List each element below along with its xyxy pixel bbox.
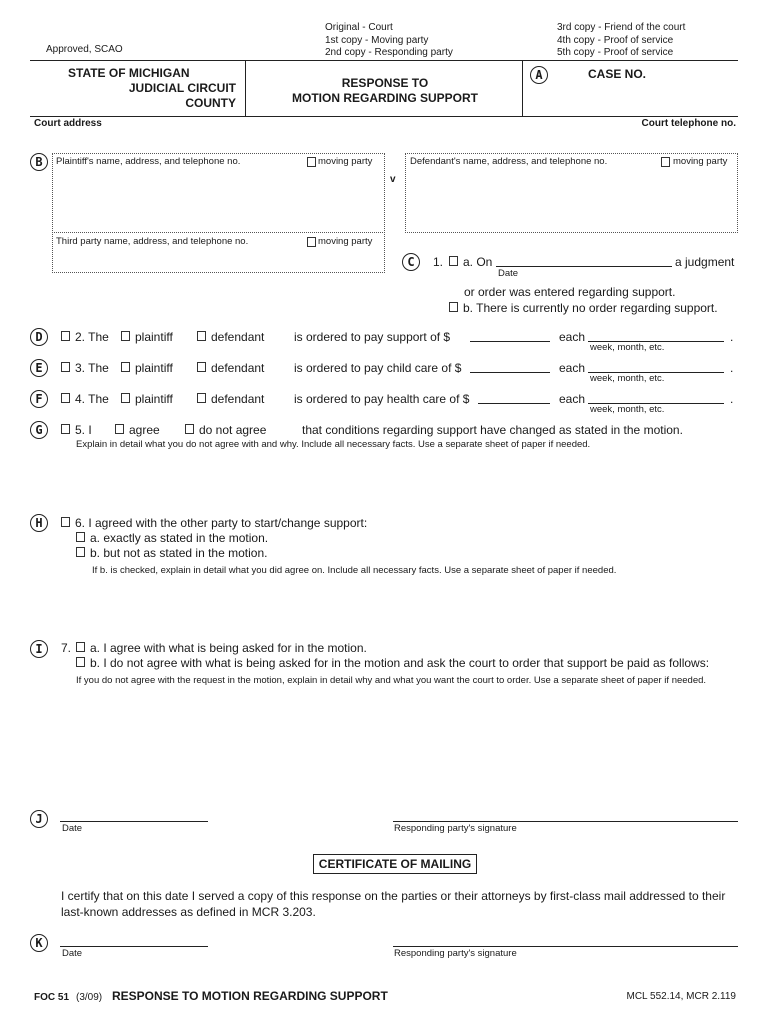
plaintiff-box-top [52,153,385,154]
form-number: FOC 51 [34,992,70,1003]
defendant-box-top [405,153,738,154]
item7-explanation-field[interactable] [60,690,738,800]
copy-distribution-right [557,22,685,60]
item5-checkbox[interactable] [61,424,70,434]
state-label: STATE OF MICHIGAN [68,66,190,80]
section-marker-g: G [30,421,48,439]
court-address-label: Court address [34,118,102,129]
item4-text: is ordered to pay health care of $ [294,392,470,406]
item5-text: that conditions regarding support have changed as stated in the motion. [302,423,683,437]
item6-b-label: b. but not as stated in the motion. [90,546,268,560]
copy-line: 2nd copy - Responding party [325,47,453,58]
defendant-box-left [405,153,406,233]
copy-line: 3rd copy - Friend of the court [557,22,686,33]
copy-distribution-left [325,22,453,60]
item4-plaintiff-checkbox[interactable] [121,393,130,403]
approval-note: Approved, SCAO [46,44,123,55]
each-label: each [559,330,586,344]
third-party-label: Third party name, address, and telephone no. [56,236,249,247]
period-dot: . [730,330,734,344]
footer-title: RESPONSE TO MOTION REGARDING SUPPORT [112,989,388,1003]
item7-b-label: b. I do not agree with what is being asked for in the motion and ask the court to order that support be paid as follows: [90,656,710,670]
copy-line: 5th copy - Proof of service [557,47,674,58]
plaintiff-box-left [52,153,53,273]
court-phone-label: Court telephone no. [641,118,736,129]
child-care-amount-field[interactable] [470,372,550,373]
each-label: each [559,361,586,375]
item7-b-checkbox[interactable] [76,657,85,667]
form-title-line1: RESPONSE TO [341,76,429,90]
item6-checkbox[interactable] [61,517,70,527]
item2-checkbox[interactable] [61,331,70,341]
item7-a-label: a. I agree with what is being asked for in the motion. [90,641,367,655]
copy-line: 4th copy - Proof of service [557,34,674,46]
section-marker-d: D [30,328,48,346]
item6-instructions: If b. is checked, explain in detail what you did agree on. Include all necessary facts. Use a separate sheet of paper if needed. [92,565,617,576]
third-party-info-field[interactable] [56,250,382,270]
item2-text: is ordered to pay support of $ [294,330,451,344]
date-caption: Date [62,948,83,959]
do-not-agree-label: do not agree [199,423,267,437]
item7-instructions: If you do not agree with the request in the motion, explain in detail why and what you want the court to order. Use a separate sheet of paper if needed. [76,675,707,686]
item2-defendant-checkbox[interactable] [197,331,206,341]
item4-label: 4. The [75,392,109,406]
health-care-amount-field[interactable] [478,403,550,404]
section-marker-a: A [530,66,548,84]
item2-plaintiff-checkbox[interactable] [121,331,130,341]
moving-party-label: moving party [673,156,728,167]
defendant-box-bottom [405,232,738,233]
section-marker-h: H [30,514,48,532]
item1-number: 1. [433,255,444,269]
certificate-text-line1: I certify that on this date I served a copy of this response on the parties or their attorneys by first-class mail addressed to their [61,889,726,903]
defendant-label: Defendant's name, address, and telephone no. [410,156,608,167]
period-dot: . [730,392,734,406]
header-divider [522,60,523,117]
plaintiff-option-label: plaintiff [135,330,173,344]
each-label: each [559,392,586,406]
item7-a-checkbox[interactable] [76,642,85,652]
case-no-label: CASE NO. [588,67,647,81]
support-amount-field[interactable] [470,341,550,342]
item3-text: is ordered to pay child care of $ [294,361,462,375]
defendant-option-label: defendant [211,361,265,375]
section-marker-f: F [30,390,48,408]
period-caption: week, month, etc. [590,342,665,353]
signature-field[interactable] [393,821,738,822]
plaintiff-label: Plaintiff's name, address, and telephone no. [56,156,241,167]
copy-line: Original - Court [325,22,393,33]
defendant-info-field[interactable] [410,170,735,230]
date-caption: Date [498,268,519,279]
item3-plaintiff-checkbox[interactable] [121,362,130,372]
plaintiff-option-label: plaintiff [135,392,173,406]
county-label: COUNTY [185,96,236,110]
item5-explanation-field[interactable] [60,452,738,510]
section-marker-k: K [30,934,48,952]
item6-explanation-field[interactable] [60,580,738,635]
section-marker-c: C [402,253,420,271]
plaintiff-moving-party-checkbox[interactable] [307,157,316,167]
item5-agree-checkbox[interactable] [115,424,124,434]
period-dot: . [730,361,734,375]
defendant-moving-party-checkbox[interactable] [661,157,670,167]
period-caption: week, month, etc. [590,373,665,384]
item2-label: 2. The [75,330,109,344]
item5-label: 5. I [75,423,92,437]
item4-defendant-checkbox[interactable] [197,393,206,403]
header-divider [245,60,246,117]
item7-number: 7. [61,641,72,655]
defendant-box-right [737,153,738,233]
moving-party-label: moving party [318,236,373,247]
item1-b-checkbox[interactable] [449,302,458,312]
copy-line: 1st copy - Moving party [325,34,429,46]
item6-a-label: a. exactly as stated in the motion. [90,531,269,545]
item5-do-not-agree-checkbox[interactable] [185,424,194,434]
item6-b-checkbox[interactable] [76,547,85,557]
header-bottom-rule [30,116,738,117]
certificate-date-field[interactable] [60,946,208,947]
agree-label: agree [129,423,160,437]
plaintiff-box-right [384,153,385,273]
judgment-label: a judgment [675,255,735,269]
item3-checkbox[interactable] [61,362,70,372]
defendant-option-label: defendant [211,392,265,406]
certificate-heading: CERTIFICATE OF MAILING [313,854,477,874]
section-marker-b: B [30,153,48,171]
item1-b-label: b. There is currently no order regarding support. [463,301,718,315]
certificate-signature-field[interactable] [393,946,738,947]
plaintiff-box-divider [52,232,385,233]
form-revision: (3/09) [76,992,103,1003]
case-number-field[interactable] [548,75,738,111]
item5-instructions: Explain in detail what you do not agree with and why. Include all necessary facts. Use a separate sheet of paper if needed. [76,439,591,450]
item1-a-checkbox[interactable] [449,256,458,266]
period-caption: week, month, etc. [590,404,665,415]
date-caption: Date [62,823,83,834]
order-entered-label: or order was entered regarding support. [464,285,676,299]
signature-caption: Responding party's signature [394,948,517,959]
defendant-option-label: defendant [211,330,265,344]
third-party-moving-party-checkbox[interactable] [307,237,316,247]
versus-label: v [390,174,396,185]
plaintiff-info-field[interactable] [56,170,382,230]
form-title-line2: MOTION REGARDING SUPPORT [291,91,478,105]
plaintiff-box-bottom [52,272,385,273]
signature-caption: Responding party's signature [394,823,517,834]
signature-date-field[interactable] [60,821,208,822]
certificate-text-line2: last-known addresses as defined in MCR 3.203. [61,905,316,919]
section-marker-i: I [30,640,48,658]
circuit-label: JUDICIAL CIRCUIT [128,81,236,95]
section-marker-e: E [30,359,48,377]
plaintiff-option-label: plaintiff [135,361,173,375]
item6-label: 6. I agreed with the other party to start/change support: [75,516,368,530]
item6-a-checkbox[interactable] [76,532,85,542]
item3-defendant-checkbox[interactable] [197,362,206,372]
judgment-date-field[interactable] [496,266,672,267]
item3-label: 3. The [75,361,109,375]
moving-party-label: moving party [318,156,373,167]
section-marker-j: J [30,810,48,828]
item4-checkbox[interactable] [61,393,70,403]
item1-a-label: a. On [463,255,493,269]
legal-reference: MCL 552.14, MCR 2.119 [626,991,736,1002]
header-top-rule [30,60,738,61]
